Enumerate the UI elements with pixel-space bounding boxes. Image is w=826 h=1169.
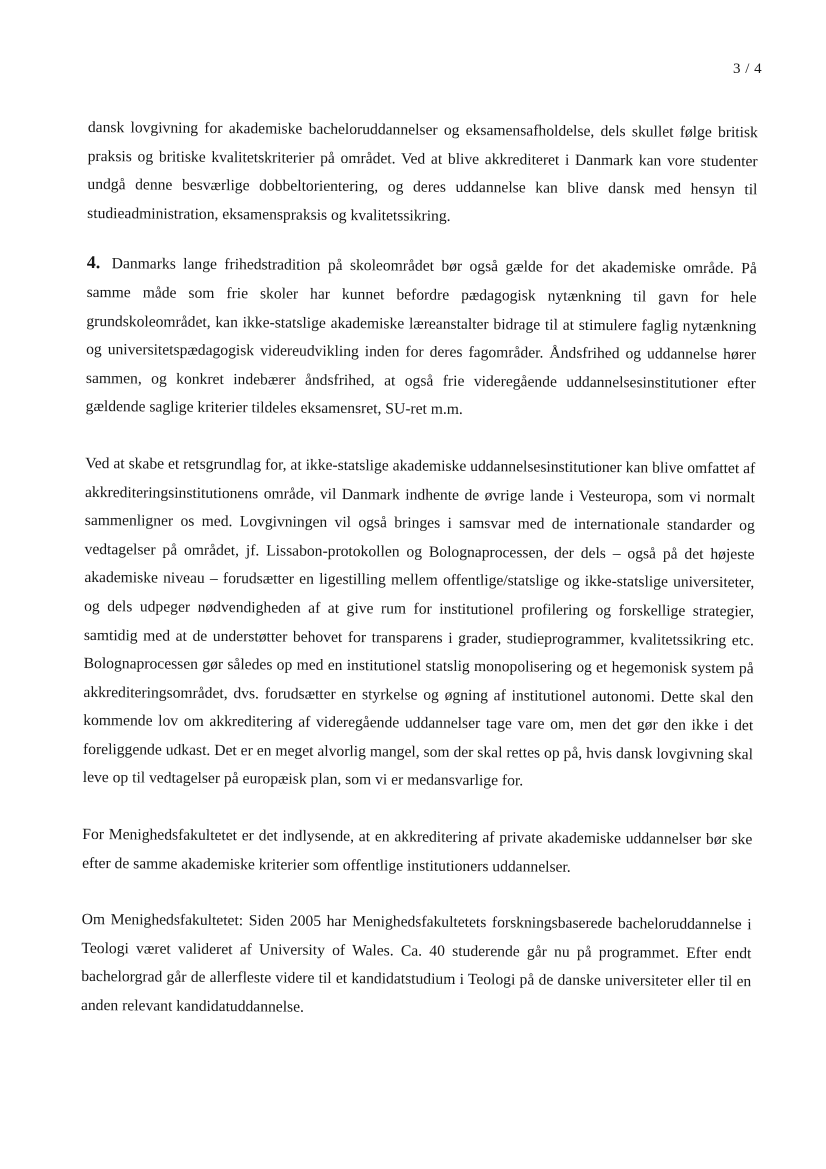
paragraph-accreditation-argument	[83, 450, 756, 798]
paragraph-point-4	[86, 248, 757, 427]
paragraph-text: Ved at skabe et retsgrundlag for, at ikke-statslige akademiske uddannelsesinstitutioner kan blive omfattet af akkrediteringsinstitutionens område, vil Danmark indhente de øvrige lande i Vesteuropa, som vi normalt sammenligner os med. Lovgivningen vil også bringes i samsvar med de internationale standarder og vedtagelser på området, jf. Lissabon-protokollen og Bolognaprocessen, der dels – også på det højeste akademiske niveau – forudsætter en ligestilling mellem offentlige/statslige og ikke-statslige universiteter, og dels udpeger nødvendigheden af at give rum for institutionel profilering og forskellige strategier, samtidig med at de understøtter behovet for transparens i grader, studieprogrammer, kvalitetssikring etc. Bolognaprocessen gør således op med en institutionel statslig monopolisering og et hegemonisk system på akkrediteringsområdet, dvs. forudsætter en styrkelse og øgning af institutionel autonomi. Dette skal den kommende lov om akkreditering af videregående uddannelser tage vare om, men det gør den ikke i det foreliggende udkast. Det er en meget alvorlig mangel, som der skal rettes op på, hvis dansk lovgivning skal leve op til vedtagelser på europæisk plan, som vi er medansvarlige for.	[82, 454, 756, 790]
paragraph-about-faculty	[81, 906, 752, 1026]
paragraph-text: For Menighedsfakultetet er det indlysende, at en akkreditering af private akademiske uddannelser bør ske efter de samme akademiske kriterier som offentlige institutioners uddannelser.	[82, 826, 753, 876]
page-number: 3 / 4	[733, 61, 763, 77]
paragraph-text: dansk lovgivning for akademiske bacheloruddannelser og eksamensafholdelse, dels skullet følge britisk praksis og britiske kvalitetskriterier på området. Ved at blive akkrediteret i Danmark kan vore studenter undgå denne besværlige dobbeltorientering, og deres uddannelse kan blive dansk med hensyn til studieadministration, eksamenspraksis og kvalitetssikring.	[87, 118, 758, 225]
paragraph-faculty-position	[82, 821, 752, 883]
paragraph-text: Danmarks lange frihedstradition på skoleområdet bør også gælde for det akademiske område. På samme måde som frie skoler har kunnet befordre pædagogisk nytænkning til gavn for hele grundskoleområdet, kan ikke-statslige akademiske læreanstalter bidrage til at stimulere faglig nytænkning og universitetspædagogisk videreudvikling inden for deres fagområder. Åndsfrihed og uddannelse hører sammen, og konkret indebærer åndsfrihed, at også frie videregående uddannelsesinstitutioner efter gældende saglige kriterier tildeles eksamensret, SU-ret m.m.	[85, 255, 757, 419]
paragraph-text: Om Menighedsfakultetet: Siden 2005 har Menighedsfakultetets forskningsbaserede bacheloruddannelse i Teologi været valideret af University of Wales. Ca. 40 studerende går nu på programmet. Efter endt bachelorgrad går de allerfleste videre til et kandidatstudium i Teologi på de danske universiteter eller til en anden relevant kandidatuddannelse.	[80, 911, 752, 1016]
document-body	[81, 114, 758, 1054]
paragraph-number: 4.	[86, 252, 101, 273]
paragraph-intro-continuation	[87, 114, 758, 234]
